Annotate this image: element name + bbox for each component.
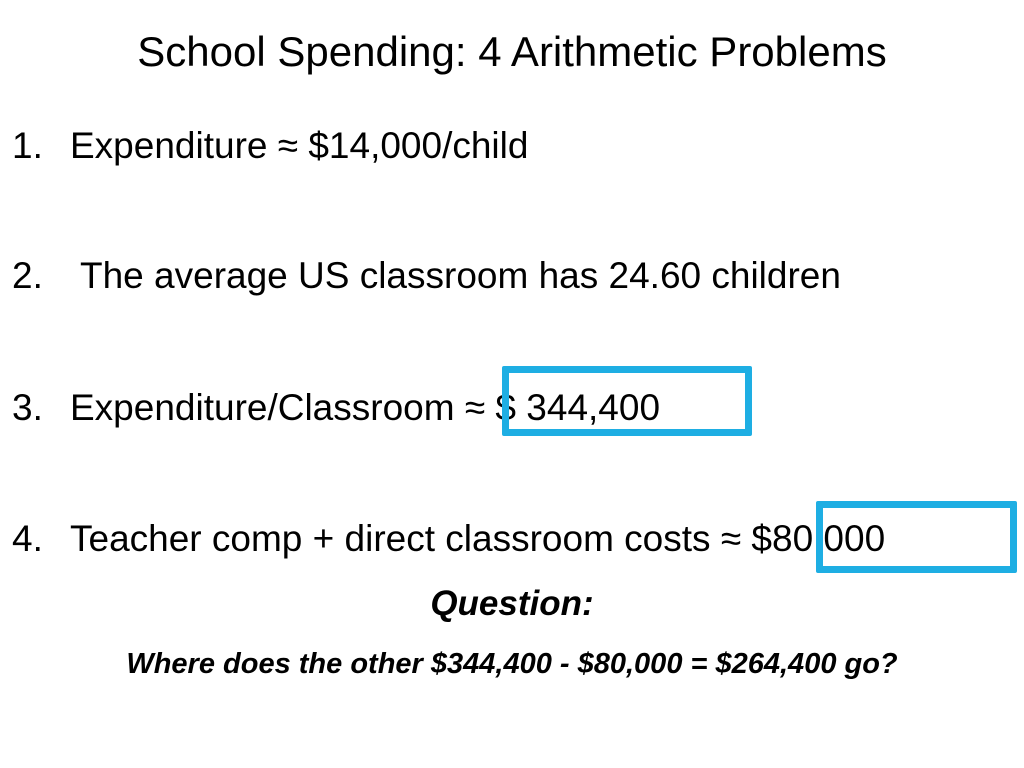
- list-item-text: Teacher comp + direct classroom costs ≈ $80,000: [70, 518, 886, 559]
- list-item-number: 4.: [12, 518, 43, 559]
- question-text: Where does the other $344,400 - $80,000 = $264,400 go?: [126, 648, 898, 680]
- list-item-text: The average US classroom has 24.60 children: [80, 255, 841, 296]
- list-item-number: 2.: [12, 255, 43, 296]
- expenditure-per-classroom-highlight-box: [502, 366, 752, 436]
- list-item-text: Expenditure/Classroom ≈ $ 344,400: [70, 387, 661, 428]
- list-item-text: Expenditure ≈ $14,000/child: [70, 125, 529, 166]
- list-item-number: 3.: [12, 387, 43, 428]
- question-label: Question:: [430, 584, 594, 623]
- slide-title: School Spending: 4 Arithmetic Problems: [137, 28, 887, 75]
- classroom-costs-highlight-box: [816, 501, 1017, 573]
- list-item-number: 1.: [12, 125, 43, 166]
